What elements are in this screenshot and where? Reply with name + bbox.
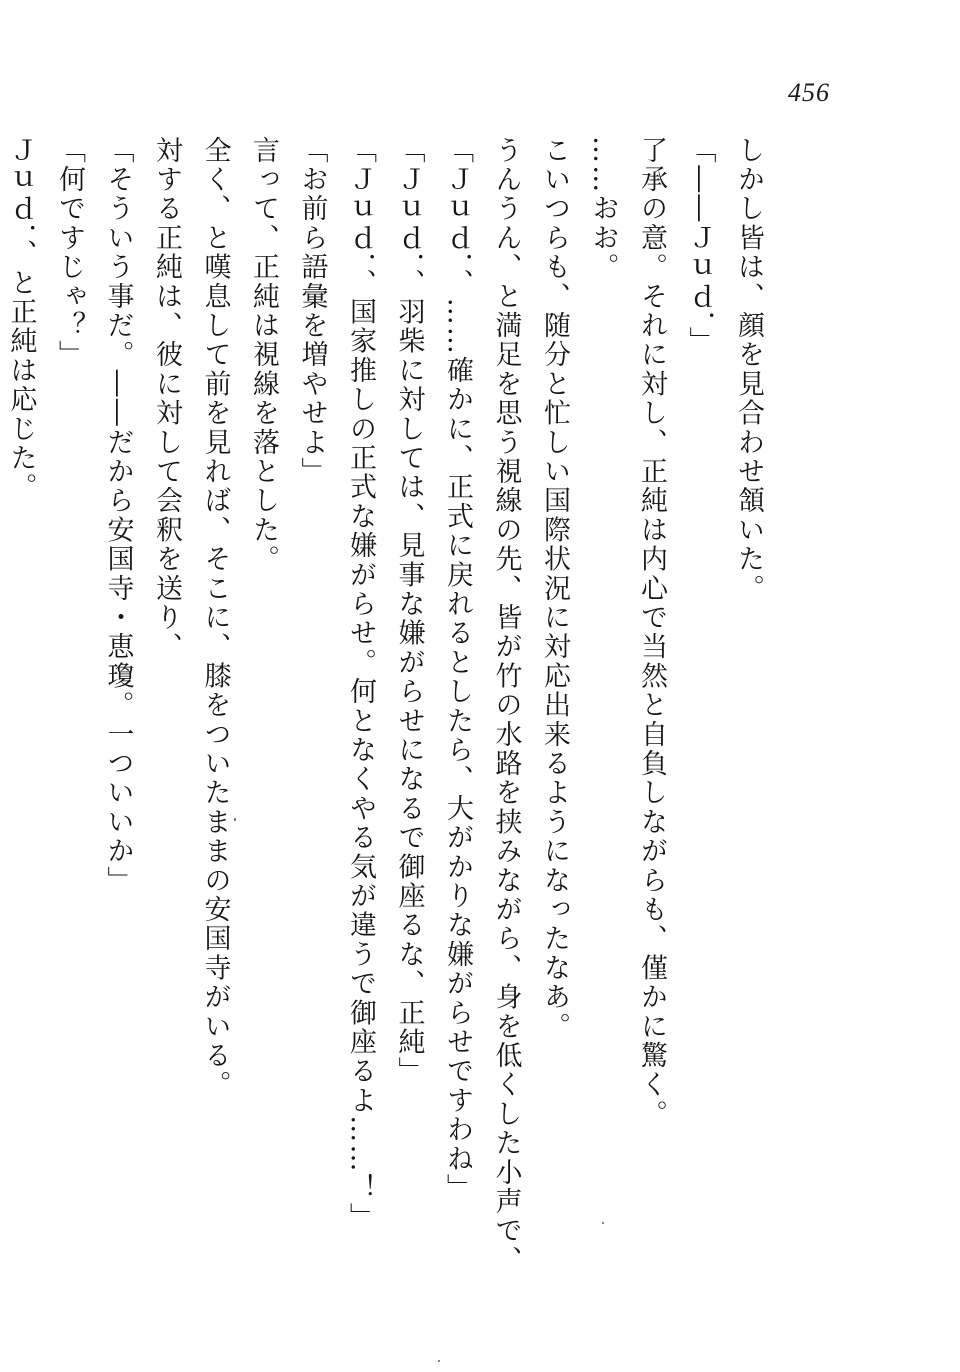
text-line: 「そういう事だ。――だから安国寺・恵瓊。一ついいか」: [102, 136, 134, 896]
scan-speck: [234, 818, 236, 821]
text-line: 対する正純は、彼に対して会釈を送り、: [151, 136, 182, 662]
text-line: 全く、と嘆息して前を見れば、そこに、膝をついたままの安国寺がいる。: [199, 136, 231, 1100]
text-line: こいつらも、随分と忙しい国際状況に対応出来るようになったなあ。: [539, 136, 570, 1042]
text-line: 言って、正純は視線を落とした。: [248, 136, 279, 574]
page-number: 456: [788, 78, 830, 107]
text-line: Ｊｕｄ．、と正純は応じた。: [5, 136, 37, 503]
text-line: うんうん、と満足を思う視線の先、皆が竹の水路を挟みながら、身を低くした小声で、: [490, 136, 522, 1275]
text-line: しかし皆は、顔を見合わせ頷いた。: [733, 136, 764, 604]
text-line: 「Ｊｕｄ．、羽柴に対しては、見事な嫌がらせになるで御座るな、正純」: [393, 136, 425, 1087]
vertical-text-block: [5, 136, 772, 1275]
text-line: 「――Ｊｕｄ．」: [684, 136, 716, 357]
text-line: 「何ですじゃ？」: [54, 136, 85, 370]
scan-speck: [602, 1222, 604, 1224]
text-line: 了承の意。それに対し、正純は内心で当然と自負しながらも、僅かに驚く。: [636, 136, 667, 1129]
text-line: 「Ｊｕｄ．、……確かに、正式に戻れるとしたら、大がかりな嫌がらせですわね」: [442, 136, 473, 1203]
scan-speck: [438, 1360, 440, 1362]
text-line: 「お前ら語彙を増やせよ」: [296, 136, 328, 487]
text-line: ……おお。: [587, 136, 619, 282]
text-line: 「Ｊｕｄ．、国家推しの正式な嫌がらせ。何となくやる気が違うで御座るよ……！」: [345, 136, 376, 1233]
